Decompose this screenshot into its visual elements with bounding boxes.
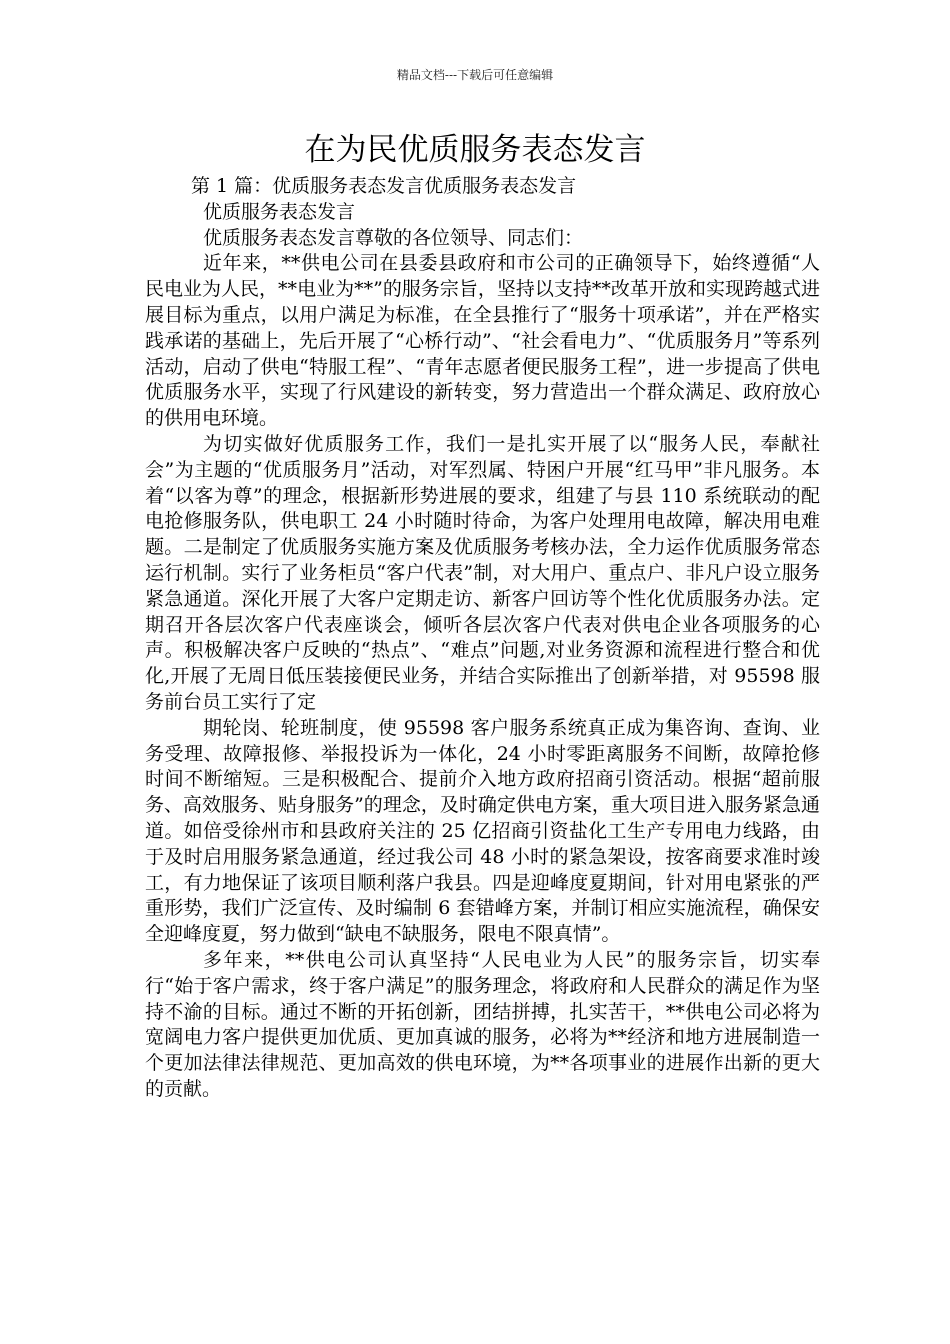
paragraph-2: 为切实做好优质服务工作，我们一是扎实开展了以“服务人民，奉献社会”为主题的“优质服务月”活动，对军烈属、特困户开展“红马甲”非凡服务。本着“以客为尊”的理念，根据新形势进展的要求，组建了与县 110 系统联动的配电抢修服务队，供电职工 24 小时随时待命，为客户处理用电故障，解决用电难题。二是制定了优质服务实施方案及优质服务考核办法，全力运作优质服务常态运行机制。实行了业务柜员“客户代表”制，对大用户、重点户、非凡户设立服务紧急通道。深化开展了大客户定期走访、新客户回访等个性化优质服务办法。定期召开各层次客户代表座谈会，倾听各层次客户代表对供电企业各项服务的心声。积极解决客户反映的“热点”、“难点”问题,对业务资源和流程进行整合和优化,开展了无周日低压装接便民业务，并结合实际推出了创新举措，对 95598 服务前台员工实行了定 xyxy=(145,432,820,713)
paragraph-4: 多年来，**供电公司认真坚持“人民电业为人民”的服务宗旨，切实奉行“始于客户需求，终于客户满足”的服务理念，将政府和人民群众的满足作为坚持不渝的目标。通过不断的开拓创新，团结拼搏，扎实苦干，**供电公司必将为宽阔电力客户提供更加优质、更加真诚的服务，必将为**经济和地方进展制造一个更加法律法律规范、更加高效的供电环境，为**各项事业的进展作出新的更大的贡献。 xyxy=(145,948,820,1100)
document-title: 在为民优质服务表态发言 xyxy=(304,132,646,168)
subheading: 优质服务表态发言 xyxy=(203,200,356,223)
page-header: 精品文档---下载后可任意编辑 xyxy=(396,68,554,82)
document-body xyxy=(145,174,820,1103)
paragraph-1: 近年来，**供电公司在县委县政府和市公司的正确领导下，始终遵循“人民电业为人民，**电业为**”的服务宗旨，坚持以支持**改革开放和实现跨越式进展目标为重点，以用户满足为标准，在全县推行了“服务十项承诺”，并在严格实践承诺的基础上，先后开展了“心桥行动”、“社会看电力”、“优质服务月”等系列活动，启动了供电“特服工程”、“青年志愿者便民服务工程”，进一步提高了供电优质服务水平，实现了行风建设的新转变，努力营造出一个群众满足、政府放心的供用电环境。 xyxy=(145,252,820,430)
chapter-heading: 第 1 篇：优质服务表态发言优质服务表态发言 xyxy=(191,175,577,197)
salutation: 优质服务表态发言尊敬的各位领导、同志们： xyxy=(203,226,584,249)
paragraph-3: 期轮岗、轮班制度，使 95598 客户服务系统真正成为集咨询、查询、业务受理、故障报修、举报投诉为一体化，24 小时零距离服务不间断，故障抢修时间不断缩短。三是积极配合、提前介入地方政府招商引资活动。根据“超前服务、高效服务、贴身服务”的理念，及时确定供电方案，重大项目进入服务紧急通道。如倍受徐州市和县政府关注的 25 亿招商引资盐化工生产专用电力线路，由于及时启用服务紧急通道，经过我公司 48 小时的紧急架设，按客商要求准时竣工，有力地保证了该项目顺利落户我县。四是迎峰度夏期间，针对用电紧张的严重形势，我们广泛宣传、及时编制 6 套错峰方案，并制订相应实施流程，确保安全迎峰度夏，努力做到“缺电不缺服务，限电不限真情”。 xyxy=(145,716,820,946)
